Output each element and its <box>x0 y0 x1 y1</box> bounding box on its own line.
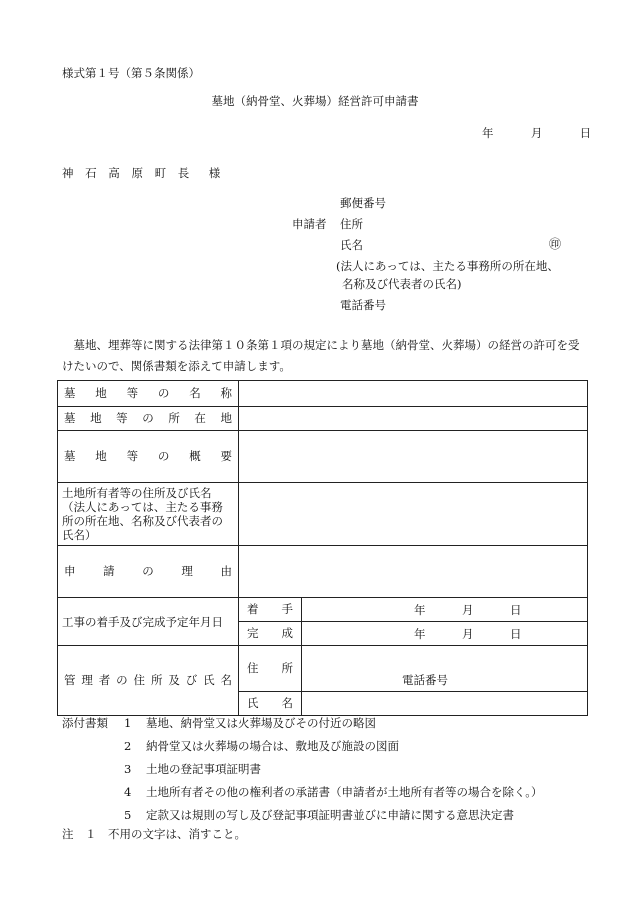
field-manager-name[interactable] <box>302 692 588 716</box>
label-land-owner: 土地所有者等の住所及び氏名（法人にあっては、主たる事務所の所在地、名称及び代表者の氏名） <box>58 483 239 546</box>
applicant-corp-note-1: (法人にあっては、主たる事務所の所在地、 <box>336 259 559 273</box>
footnote: 注 １ 不用の文字は、消すこと。 <box>62 827 246 841</box>
start-month-label: 月 <box>462 602 474 617</box>
attachment-number: 2 <box>124 739 132 753</box>
manager-phone-label: 電話番号 <box>402 672 448 687</box>
label-manager-name: 氏 名 <box>239 692 302 716</box>
attachment-item <box>124 785 543 799</box>
label-manager-address: 住 所 <box>239 646 302 692</box>
attachment-text: 納骨堂又は火葬場の場合は、敷地及び施設の図面 <box>146 739 399 753</box>
attachments-heading: 添付書類 <box>62 716 108 730</box>
start-day-label: 日 <box>510 602 522 617</box>
seal-icon: ㊞ <box>549 237 562 251</box>
attachment-number: 4 <box>124 785 132 799</box>
date-day-label: 日 <box>579 126 592 140</box>
form-number: 様式第１号（第５条関係） <box>62 66 200 80</box>
attachment-item <box>124 739 399 753</box>
label-start: 着 手 <box>239 598 302 622</box>
complete-month-label: 月 <box>462 626 474 641</box>
attachment-text: 定款又は規則の写し及び登記事項証明書並びに申請に関する意思決定書 <box>146 808 514 822</box>
field-manager-address[interactable] <box>302 646 588 692</box>
start-year-label: 年 <box>414 602 426 617</box>
field-land-owner[interactable] <box>239 483 588 546</box>
attachment-number: 3 <box>124 762 132 776</box>
applicant-phone: 電話番号 <box>340 298 386 312</box>
label-complete: 完 成 <box>239 622 302 646</box>
field-cemetery-location[interactable] <box>239 407 588 431</box>
field-cemetery-overview[interactable] <box>239 431 588 483</box>
application-statement: 墓地、埋葬等に関する法律第１０条第１項の規定により墓地（納骨堂、火葬場）の経営の許可を受けたいので、関係書類を添えて申請します。 <box>62 338 580 373</box>
field-application-reason[interactable] <box>239 546 588 598</box>
applicant-corp-note-2: 名称及び代表者の氏名) <box>342 277 462 291</box>
application-date <box>482 126 591 140</box>
attachment-text: 土地の登記事項証明書 <box>146 762 261 776</box>
label-cemetery-name: 墓地等の名称 <box>58 381 239 407</box>
attachment-item <box>124 762 261 776</box>
attachment-item <box>124 716 376 730</box>
applicant-address: 住所 <box>340 217 363 231</box>
date-year-label: 年 <box>482 126 494 140</box>
field-cemetery-name[interactable] <box>239 381 588 407</box>
document-title: 墓地（納骨堂、火葬場）経営許可申請書 <box>211 94 419 108</box>
applicant-name: 氏名 <box>340 238 363 252</box>
label-construction-dates: 工事の着手及び完成予定年月日 <box>58 598 239 646</box>
attachment-number: 1 <box>124 716 132 730</box>
complete-year-label: 年 <box>414 626 426 641</box>
applicant-postal-code: 郵便番号 <box>340 196 386 210</box>
label-application-reason: 申請の理由 <box>58 546 239 598</box>
attachment-item <box>124 808 514 822</box>
field-complete-date[interactable] <box>302 622 588 646</box>
attachment-number: 5 <box>124 808 132 822</box>
label-cemetery-overview: 墓地等の概要 <box>58 431 239 483</box>
complete-day-label: 日 <box>510 626 522 641</box>
label-manager: 管理者の住所及び氏名 <box>58 646 239 716</box>
applicant-label: 申請者 <box>292 217 327 231</box>
date-month-label: 月 <box>530 126 543 140</box>
attachment-text: 土地所有者その他の権利者の承諾書（申請者が土地所有者等の場合を除く。） <box>146 785 543 799</box>
attachment-text: 墓地、納骨堂又は火葬場及びその付近の略図 <box>146 716 376 730</box>
label-cemetery-location: 墓地等の所在地 <box>58 407 239 431</box>
addressee: 神 石 高 原 町 長 様 <box>62 166 225 180</box>
field-start-date[interactable] <box>302 598 588 622</box>
application-table <box>57 380 588 716</box>
